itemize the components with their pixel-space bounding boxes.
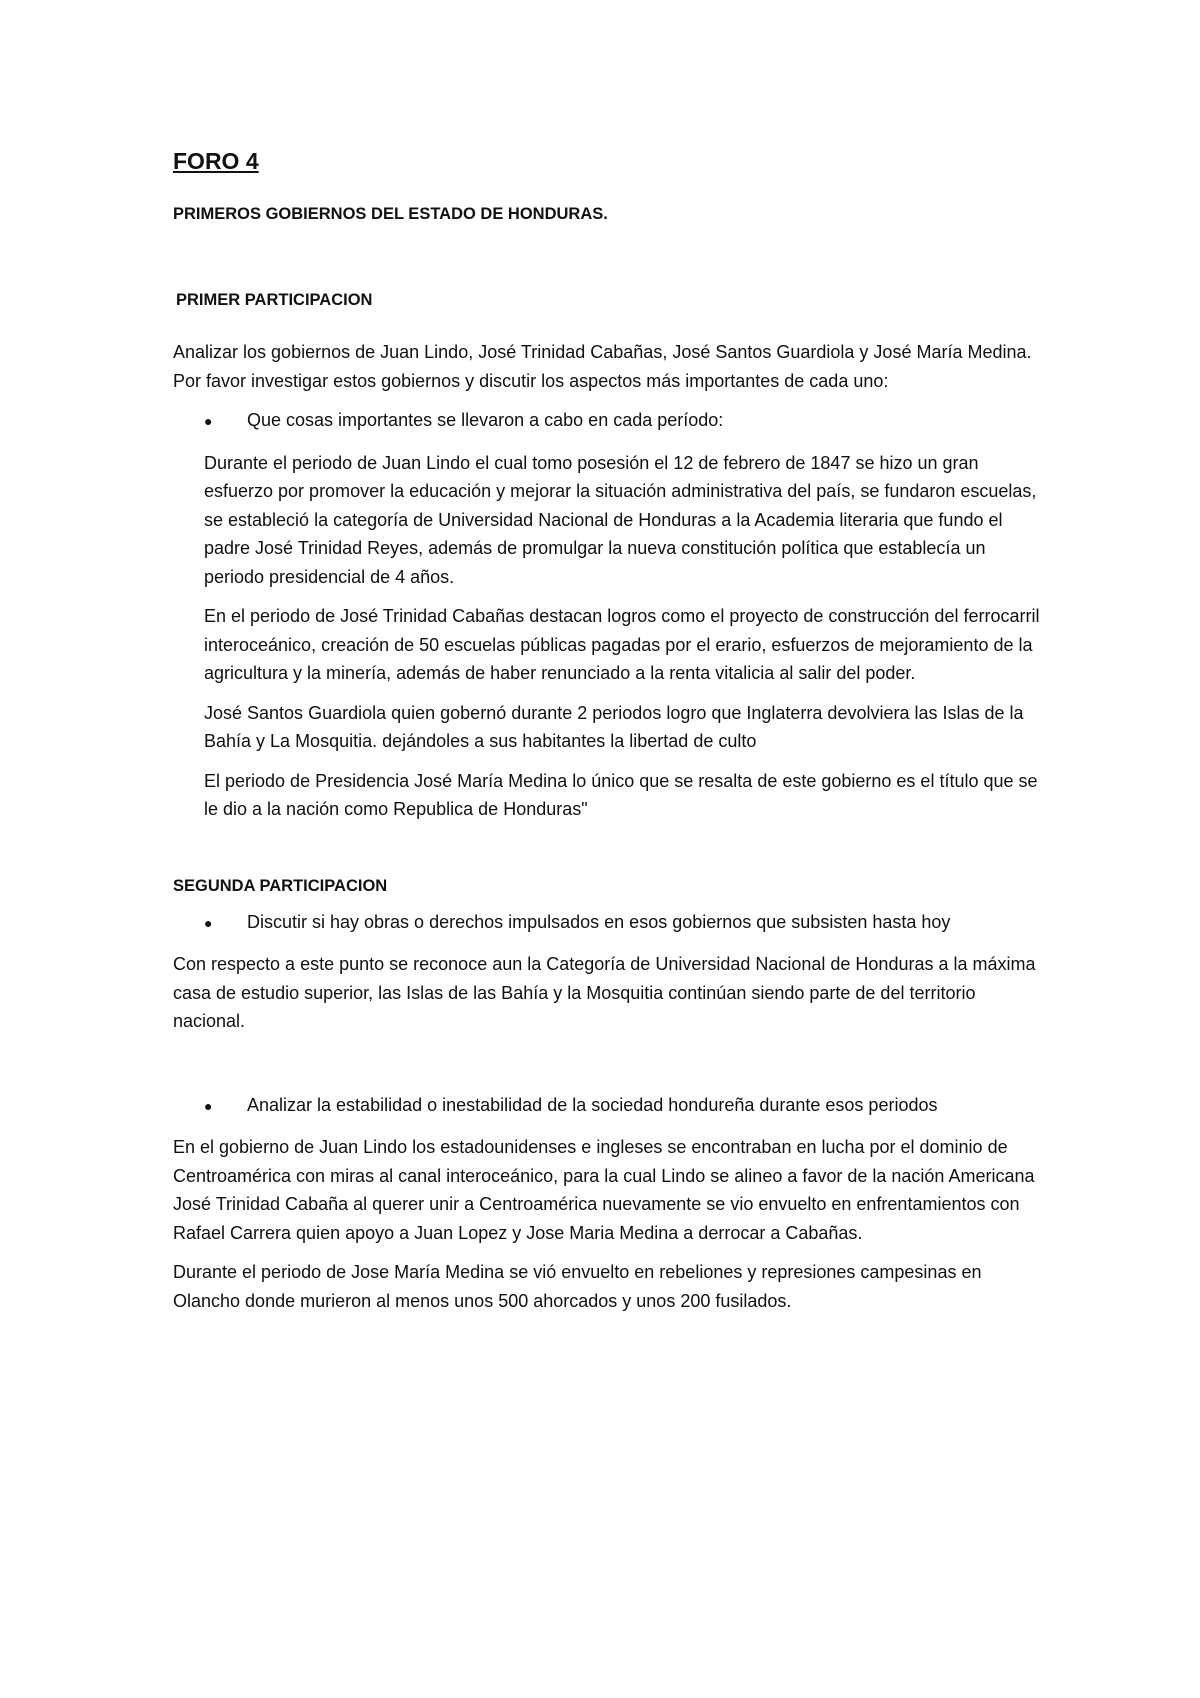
segunda-paragraph-3: Durante el periodo de Jose María Medina se vió envuelto en rebeliones y represiones campesinas en Olancho donde murieron al menos unos 500 ahorcados y unos 200 fusilados. <box>173 1262 982 1311</box>
segunda-bullet-1 <box>173 908 1043 938</box>
segunda-heading: SEGUNDA PARTICIPACION <box>173 876 388 895</box>
bullet-icon: ● <box>204 413 213 429</box>
primera-heading: PRIMER PARTICIPACION <box>176 291 373 309</box>
bullet-icon: ● <box>204 914 213 931</box>
document-subtitle: PRIMEROS GOBIERNOS DEL ESTADO DE HONDURAS. <box>173 205 608 223</box>
spacer <box>173 1047 1043 1091</box>
primera-bullet-text: Que cosas importantes se llevaron a cabo en cada período: <box>247 410 724 430</box>
segunda-bullet-2-text: Analizar la estabilidad o inestabilidad de la sociedad hondureña durante esos periodos <box>247 1094 938 1115</box>
primera-paragraph-guardiola: José Santos Guardiola quien gobernó durante 2 periodos logro que Inglaterra devolviera las Islas de la Bahía y La Mosquitia. dejándoles a sus habitantes la libertad de culto <box>204 702 1024 751</box>
primera-paragraph-medina: El periodo de Presidencia José María Medina lo único que se resalta de este gobierno es el título que se le dio a la nación como Republica de Honduras" <box>204 770 1038 819</box>
primera-intro: Analizar los gobiernos de Juan Lindo, José Trinidad Cabañas, José Santos Guardiola y José María Medina. Por favor investigar estos gobiernos y discutir los aspectos más importantes de cada uno: <box>173 342 1032 391</box>
segunda-paragraph-1: Con respecto a este punto se reconoce aun la Categoría de Universidad Nacional de Honduras a la máxima casa de estudio superior, las Islas de las Bahía y la Mosquitia continúan siendo parte de del territorio nacional. <box>173 954 1036 1031</box>
bullet-icon: ● <box>204 1097 213 1114</box>
primera-bullet <box>173 406 1043 436</box>
segunda-bullet-1-text: Discutir si hay obras o derechos impulsados en esos gobiernos que subsisten hasta hoy <box>247 911 951 932</box>
document-page <box>173 146 1043 1326</box>
segunda-paragraph-2: En el gobierno de Juan Lindo los estadounidenses e ingleses se encontraban en lucha por el dominio de Centroamérica con miras al canal interoceánico, para la cual Lindo se alineo a favor de la nación Americana José Trinidad Cabaña al querer unir a Centroamérica nuevamente se vio envuelto en enfrentamientos con Rafael Carrera quien apoyo a Juan Lopez y Jose Maria Medina a derrocar a Cabañas. <box>173 1137 1035 1243</box>
primera-paragraph-lindo: Durante el periodo de Juan Lindo el cual tomo posesión el 12 de febrero de 1847 se hizo un gran esfuerzo por promover la educación y mejorar la situación administrativa del país, se fundaron escuelas, se estableció la categoría de Universidad Nacional de Honduras a la Academia literaria que fundo el padre José Trinidad Reyes, además de promulgar la nueva constitución política que establecía un periodo presidencial de 4 años. <box>204 452 1037 587</box>
document-title: FORO 4 <box>173 148 259 174</box>
primera-paragraph-cabanas: En el periodo de José Trinidad Cabañas destacan logros como el proyecto de construcción del ferrocarril interoceánico, creación de 50 escuelas públicas pagadas por el erario, esfuerzos de mejoramiento de la agricultura y la minería, además de haber renunciado a la renta vitalicia al salir del poder. <box>204 606 1040 683</box>
segunda-bullet-2 <box>173 1091 1043 1121</box>
